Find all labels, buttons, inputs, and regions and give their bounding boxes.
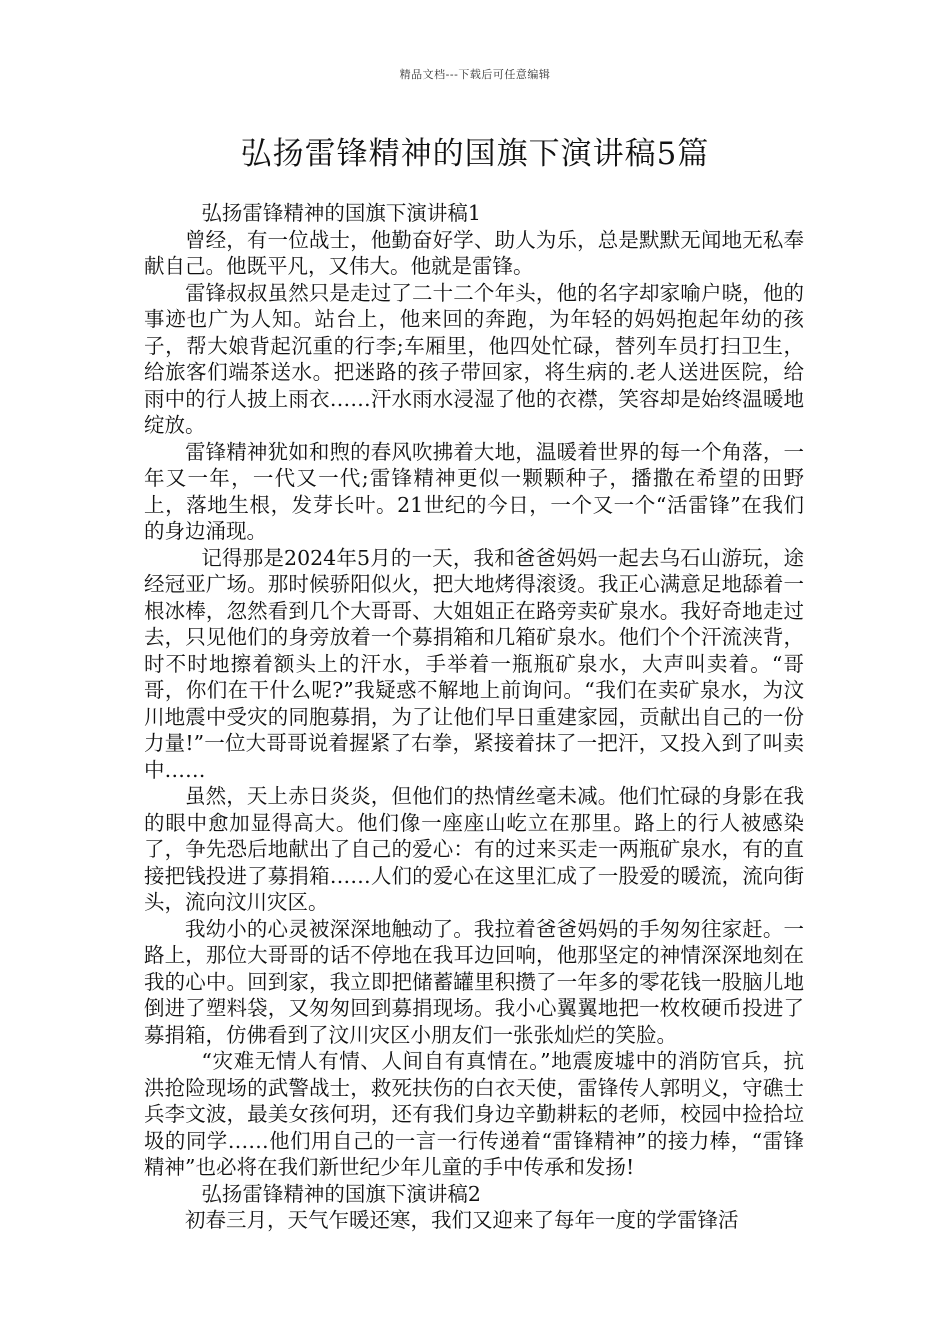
document-title: 弘扬雷锋精神的国旗下演讲稿5篇 bbox=[240, 136, 710, 172]
header-note: 精品文档---下载后可任意编辑 bbox=[399, 68, 551, 81]
paragraph: 我幼小的心灵被深深地触动了。我拉着爸爸妈妈的手匆匆往家赶。一路上，那位大哥哥的话不停地在我耳边回响，他那坚定的神情深深地刻在我的心中。回到家，我立即把储蓄罐里积攒了一年多的零花钱一股脑儿地倒进了塑料袋，又匆匆回到募捐现场。我小心翼翼地把一枚枚硬币投进了募捐箱，仿佛看到了汶川灾区小朋友们一张张灿烂的笑脸。 bbox=[144, 916, 804, 1047]
paragraph: 记得那是2024年5月的一天，我和爸爸妈妈一起去乌石山游玩，途经冠亚广场。那时候骄阳似火，把大地烤得滚烫。我正心满意足地舔着一根冰棒，忽然看到几个大哥哥、大姐姐正在路旁卖矿泉水。我好奇地走过去，只见他们的身旁放着一个募捐箱和几箱矿泉水。他们个个汗流浃背，时不时地擦着额头上的汗水，手举着一瓶瓶矿泉水，大声叫卖着。“哥哥，你们在干什么呢?”我疑惑不解地上前询问。“我们在卖矿泉水，为汶川地震中受灾的同胞募捐，为了让他们早日重建家园，贡献出自己的一份力量!”一位大哥哥说着握紧了右拳，紧接着抹了一把汗，又投入到了叫卖中…… bbox=[144, 545, 804, 782]
paragraph: “灾难无情人有情、人间自有真情在。”地震废墟中的消防官兵，抗洪抢险现场的武警战士，救死扶伤的白衣天使，雷锋传人郭明义，守礁士兵李文波，最美女孩何玥，还有我们身边辛勤耕耘的老师，校园中捡拾垃圾的同学……他们用自己的一言一行传递着“雷锋精神”的接力棒，“雷锋精神”也必将在我们新世纪少年儿童的手中传承和发扬! bbox=[144, 1049, 804, 1179]
paragraph: 曾经，有一位战士，他勤奋好学、助人为乐，总是默默无闻地无私奉献自己。他既平凡，又伟大。他就是雷锋。 bbox=[144, 227, 804, 278]
section-heading-1: 弘扬雷锋精神的国旗下演讲稿1 bbox=[201, 201, 481, 225]
document-body bbox=[144, 200, 804, 1234]
paragraph: 雷锋精神犹如和煦的春风吹拂着大地，温暖着世界的每一个角落，一年又一年，一代又一代;雷锋精神更似一颗颗种子，播撒在希望的田野上，落地生根，发芽长叶。21世纪的今日，一个又一个“活雷锋”在我们的身边涌现。 bbox=[144, 439, 804, 543]
paragraph: 雷锋叔叔虽然只是走过了二十二个年头，他的名字却家喻户晓，他的事迹也广为人知。站台上，他来回的奔跑，为年轻的妈妈抱起年幼的孩子，帮大娘背起沉重的行李;车厢里，他四处忙碌，替列车员打扫卫生，给旅客们端茶送水。把迷路的孩子带回家，将生病的.老人送进医院，给雨中的行人披上雨衣……汗水雨水浸湿了他的衣襟，笑容却是始终温暖地绽放。 bbox=[144, 280, 804, 437]
section-heading-2: 弘扬雷锋精神的国旗下演讲稿2 bbox=[201, 1181, 481, 1206]
paragraph: 初春三月，天气乍暖还寒，我们又迎来了每年一度的学雷锋活 bbox=[185, 1208, 739, 1232]
paragraph: 虽然，天上赤日炎炎，但他们的热情丝毫未减。他们忙碌的身影在我的眼中愈加显得高大。他们像一座座山屹立在那里。路上的行人被感染了，争先恐后地献出了自己的爱心：有的过来买走一两瓶矿泉水，有的直接把钱投进了募捐箱……人们的爱心在这里汇成了一股爱的暖流，流向街头，流向汶川灾区。 bbox=[144, 784, 804, 914]
